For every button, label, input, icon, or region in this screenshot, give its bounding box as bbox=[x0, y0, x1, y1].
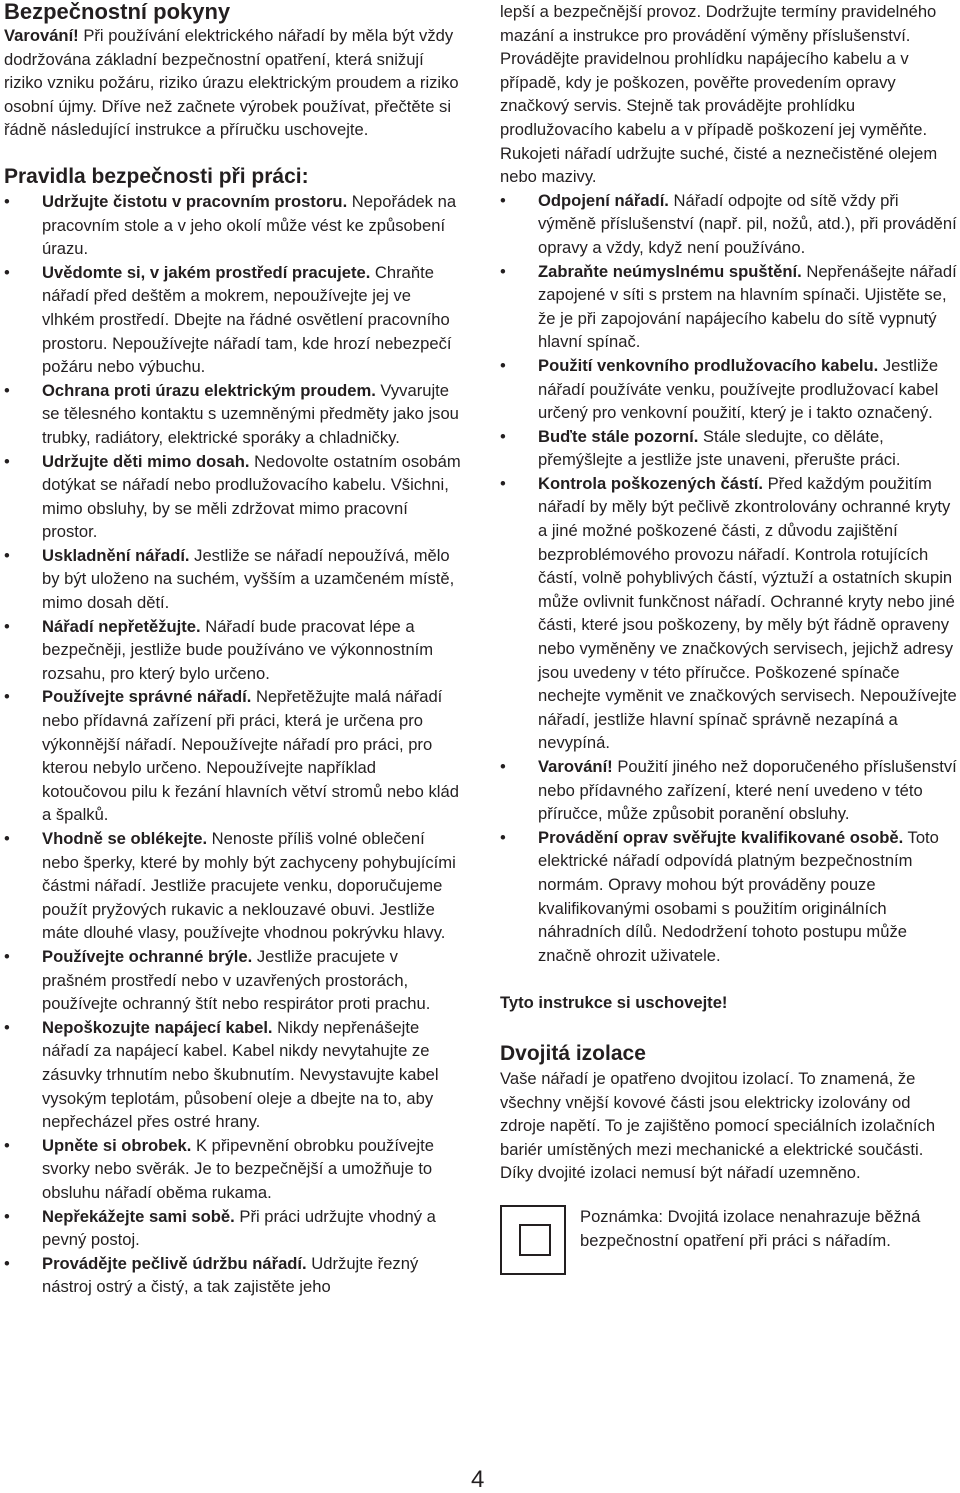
list-item bbox=[4, 544, 464, 615]
double-insulation-title: Dvojitá izolace bbox=[500, 1041, 646, 1065]
item-text: Nářadí bude pracovat lépe a bezpečněji, jestliže bude používáno ve výkonnostním rozsahu, pro který bylo určeno. bbox=[42, 616, 434, 683]
item-text: Při práci udržujte vhodný a pevný postoj. bbox=[42, 1206, 436, 1250]
list-item bbox=[4, 827, 464, 945]
item-text: Chraňte nářadí před deštěm a mokrem, nepoužívejte jej ve vlhkém prostředí. Dbejte na řádné osvětlení pracovního prostoru. Nepoužívejte nářadí tam, kde hrozí nebezpečí požáru nebo výbuchu. bbox=[42, 262, 452, 377]
item-text: Nepořádek na pracovním stole a v jeho okolí může vést ke způsobení úrazu. bbox=[42, 191, 457, 259]
item-text: Udržujte řezný nástroj ostrý a čistý, a tak zajistěte jeho bbox=[42, 1253, 419, 1297]
list-item bbox=[4, 615, 464, 686]
item-heading: Provádějte pečlivě údržbu nářadí. bbox=[42, 1253, 307, 1273]
item-text: Nikdy nepřenášejte nářadí za napájecí kabel. Kabel nikdy nevytahujte ze zásuvky trhnutím nebo škubnutím. Nevystavujte kabel vysokým teplotám, působení oleje a dbejte na to, aby nepřecházel přes ostré hrany. bbox=[42, 1017, 439, 1132]
warning-label: Varování! bbox=[4, 26, 79, 45]
item-text: Nenoste příliš volné oblečení nebo šperky, které by mohly být zachyceny pohybujícími částmi nářadí. Jestliže pracujete venku, doporučujeme použít pryžových rukavic a neklouzavé obuvi. Jestliže máte dlouhé vlasy, používejte vhodnou pokrývku hlavy. bbox=[42, 829, 456, 943]
item-text: Nepřenášejte nářadí zapojené v síti s prstem na hlavním spínači. Ujistěte se, že je při zapojování napájecího kabelu do sítě vypnutý hlavní spínač. bbox=[538, 261, 957, 352]
list-item bbox=[4, 1252, 464, 1299]
list-item bbox=[500, 826, 958, 968]
list-item bbox=[4, 261, 464, 379]
intro-paragraph bbox=[4, 24, 464, 142]
page-title: Bezpečnostní pokyny bbox=[4, 0, 231, 24]
list-item bbox=[500, 354, 958, 425]
item-heading: Kontrola poškozených částí. bbox=[538, 473, 763, 493]
list-item bbox=[500, 755, 958, 826]
list-item bbox=[4, 1205, 464, 1252]
keep-instructions-note: Tyto instrukce si uschovejte! bbox=[500, 993, 728, 1013]
list-item bbox=[4, 190, 464, 261]
left-column bbox=[4, 0, 464, 1299]
item-heading: Odpojení nářadí. bbox=[538, 190, 669, 210]
continuation-paragraph: lepší a bezpečnější provoz. Dodržujte termíny pravidelného mazání a instrukce pro provádění výměny příslušenství. Provádějte pravidelnou prohlídku napájecího kabelu a v případě, kdy je poškozen, pověřte provedením opravy značkový servis. Stejně tak provádějte prohlídku prodlužovacího kabelu a v případě poškození jej vyměňte. Rukojeti nářadí udržujte suché, čisté a neznečistěné olejem nebo mazivy. bbox=[500, 2, 938, 187]
item-text: Jestliže se nářadí nepoužívá, mělo by být uloženo na suchém, vyšším a uzamčeném místě, mimo dosah dětí. bbox=[42, 545, 455, 613]
item-heading: Ochrana proti úrazu elektrickým proudem. bbox=[42, 380, 376, 400]
item-heading: Uskladnění nářadí. bbox=[42, 545, 190, 565]
list-item bbox=[500, 425, 958, 472]
item-heading: Upněte si obrobek. bbox=[42, 1135, 192, 1155]
list-item bbox=[4, 685, 464, 827]
item-text: Použití jiného než doporučeného příslušenství nebo přídavného zařízení, které není uvedeno v této příručce, může způsobit poranění obsluhy. bbox=[538, 757, 957, 824]
item-text: K připevnění obrobku používejte svorky nebo svěrák. Je to bezpečnější a umožňuje to obsluhu nářadí oběma rukama. bbox=[42, 1135, 434, 1202]
list-item bbox=[500, 472, 958, 755]
item-heading: Používejte ochranné brýle. bbox=[42, 946, 253, 966]
list-item bbox=[4, 945, 464, 1016]
section-title: Pravidla bezpečnosti při práci: bbox=[4, 164, 309, 188]
item-text: Vyvarujte se tělesného kontaktu s uzemněnými předměty jako jsou trubky, radiátory, elektrické sporáky a chladničky. bbox=[42, 380, 459, 447]
list-item bbox=[4, 1016, 464, 1134]
item-heading: Varování! bbox=[538, 757, 613, 776]
item-text: Nářadí odpojte od sítě vždy při výměně příslušenství (např. pil, nožů, atd.), při provádění opravy a vždy, když není používáno. bbox=[538, 190, 957, 257]
left-rules-list bbox=[4, 190, 464, 1299]
item-heading: Nepřekážejte sami sobě. bbox=[42, 1206, 235, 1226]
item-heading: Používejte správné nářadí. bbox=[42, 687, 252, 707]
list-item bbox=[500, 189, 958, 260]
item-heading: Nepoškozujte napájecí kabel. bbox=[42, 1017, 273, 1037]
item-heading: Nářadí nepřetěžujte. bbox=[42, 616, 201, 636]
item-heading: Použití venkovního prodlužovacího kabelu. bbox=[538, 355, 879, 375]
double-insulation-icon bbox=[500, 1205, 566, 1275]
item-heading: Uvědomte si, v jakém prostředí pracujete. bbox=[42, 262, 371, 282]
double-insulation-text: Vaše nářadí je opatřeno dvojitou izolací. To znamená, že všechny vnější kovové části jsou elektricky izolovány od zdroje napětí. To je zajištěno pomocí speciálních izolačních bariér umístěných mezi mechanické a elektrické součásti. Díky dvojité izolaci nemusí být nářadí uzemněno. bbox=[500, 1068, 936, 1183]
item-heading: Vhodně se oblékejte. bbox=[42, 829, 208, 848]
item-text: Toto elektrické nářadí odpovídá platným bezpečnostním normám. Opravy mohou být prováděny pouze kvalifikovanými osobami s použitím originálních náhradních dílů. Nedodržení tohoto postupu může značně ohrozit uživatele. bbox=[538, 827, 939, 965]
item-heading: Zabraňte neúmyslnému spuštění. bbox=[538, 261, 802, 281]
list-item bbox=[4, 379, 464, 450]
item-text: Nedovolte ostatním osobám dotýkat se nářadí nebo prodlužovacího kabelu. Všichni, mimo obsluhy, by se měli zdržovat mimo pracovní prostor. bbox=[42, 451, 461, 542]
list-item bbox=[4, 450, 464, 544]
right-column bbox=[500, 0, 958, 1285]
item-text: Před každým použitím nářadí by měly být pečlivě zkontrolovány ochranné kryty a jiné možné poškozené části, z důvodu zajištění bezproblémového provozu nářadí. Kontrola rotujících částí, volně pohyblivých částí, výztuží a ostatních skupin může ovlivnit funkčnost nářadí. Ochranné kryty nebo jiné části, které jsou poškozeny, by měly být řádně opraveny nebo vyměněny ve značkových servisech, jejichž adresy jsou uvedeny v této příručce. Poškozené spínače nechejte vyměnit ve značkových servisech. Nepoužívejte nářadí, jestliže hlavní spínač správně nezapíná a nevypíná. bbox=[538, 473, 957, 753]
item-text: Stále sledujte, co děláte, přemýšlejte a jestliže jste unaveni, přerušte práci. bbox=[538, 426, 901, 470]
intro-text: Při používání elektrického nářadí by měla být vždy dodržována základní bezpečnostní opatření, která snižují riziko vzniku požáru, riziko úrazu elektrickým proudem a riziko osobní újmy. Dříve než začnete výrobek používat, přečtěte si řádně následující instrukce a příručku uschovejte. bbox=[4, 26, 459, 140]
item-heading: Udržujte čistotu v pracovním prostoru. bbox=[42, 191, 348, 211]
item-text: Nepřetěžujte malá nářadí nebo přídavná zařízení při práci, která je určena pro výkonnější nářadí. Nepoužívejte nářadí pro práci, pro kterou nebylo určeno. Nepoužívejte například kotoučovou pilu k řezání hlavních větví stromů nebo klád a špalků. bbox=[42, 687, 459, 825]
list-item bbox=[4, 1134, 464, 1205]
note-block bbox=[500, 1205, 958, 1285]
list-item bbox=[500, 260, 958, 354]
page-number: 4 bbox=[471, 1466, 485, 1493]
item-heading: Buďte stále pozorní. bbox=[538, 426, 699, 446]
note-text: Poznámka: Dvojitá izolace nenahrazuje běžná bezpečnostní opatření při práci s nářadím. bbox=[580, 1206, 921, 1250]
item-heading: Udržujte děti mimo dosah. bbox=[42, 451, 250, 471]
item-text: Jestliže nářadí používáte venku, používejte prodlužovací kabel určený pro venkovní použití, který je i takto označený. bbox=[538, 355, 939, 423]
item-heading: Provádění oprav svěřujte kvalifikované osobě. bbox=[538, 827, 904, 847]
right-rules-list bbox=[500, 189, 958, 968]
item-text: Jestliže pracujete v prašném prostředí nebo v uzavřených prostorách, používejte ochranný štít nebo respirátor proti prachu. bbox=[42, 946, 431, 1014]
